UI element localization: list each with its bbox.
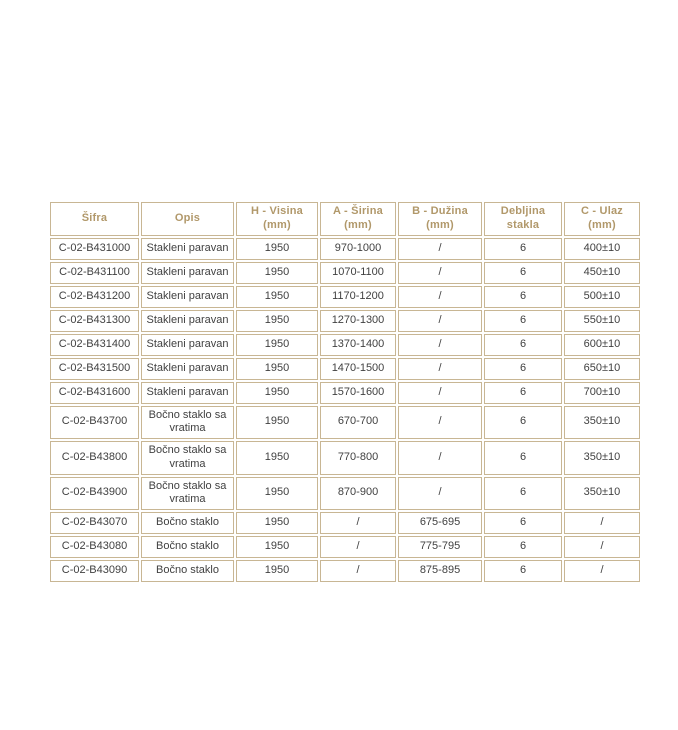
table-cell: 6 xyxy=(484,477,562,511)
table-row xyxy=(50,382,640,404)
table-row xyxy=(50,286,640,308)
table-cell: 6 xyxy=(484,238,562,260)
table-cell: 1950 xyxy=(236,262,318,284)
table-row xyxy=(50,238,640,260)
table-cell: 6 xyxy=(484,262,562,284)
table-cell: / xyxy=(398,358,482,380)
table-cell: Bočno staklo xyxy=(141,560,234,582)
table-cell: / xyxy=(398,382,482,404)
table-cell: C-02-B431600 xyxy=(50,382,139,404)
table-row xyxy=(50,334,640,356)
table-cell: 700±10 xyxy=(564,382,640,404)
table-cell: Bočno staklo xyxy=(141,536,234,558)
table-cell: C-02-B43080 xyxy=(50,536,139,558)
table-cell: C-02-B431000 xyxy=(50,238,139,260)
table-cell: 1950 xyxy=(236,512,318,534)
table-cell: Stakleni paravan xyxy=(141,238,234,260)
table-cell: / xyxy=(320,536,396,558)
table-cell: / xyxy=(398,238,482,260)
table-cell: 1170-1200 xyxy=(320,286,396,308)
table-cell: 1470-1500 xyxy=(320,358,396,380)
table-cell: 1950 xyxy=(236,286,318,308)
column-header-ulaz: C - Ulaz (mm) xyxy=(564,202,640,236)
table-cell: 1950 xyxy=(236,406,318,440)
table-row xyxy=(50,310,640,332)
table-cell: 1570-1600 xyxy=(320,382,396,404)
table-cell: 6 xyxy=(484,358,562,380)
table-cell: Bočno staklo sa vratima xyxy=(141,406,234,440)
table-cell: / xyxy=(320,560,396,582)
table-cell: 1950 xyxy=(236,334,318,356)
table-cell: 875-895 xyxy=(398,560,482,582)
table-cell: 6 xyxy=(484,560,562,582)
table-row xyxy=(50,441,640,475)
table-cell: 770-800 xyxy=(320,441,396,475)
table-cell: C-02-B43900 xyxy=(50,477,139,511)
table-cell: 775-795 xyxy=(398,536,482,558)
table-cell: 1950 xyxy=(236,536,318,558)
table-cell: 550±10 xyxy=(564,310,640,332)
table-row xyxy=(50,536,640,558)
table-row xyxy=(50,358,640,380)
table-cell: / xyxy=(320,512,396,534)
table-cell: 6 xyxy=(484,382,562,404)
table-cell: 6 xyxy=(484,334,562,356)
table-cell: / xyxy=(398,441,482,475)
column-header-sifra: Šifra xyxy=(50,202,139,236)
column-header-duzina: B - Dužina (mm) xyxy=(398,202,482,236)
table-cell: C-02-B43800 xyxy=(50,441,139,475)
table-cell: 450±10 xyxy=(564,262,640,284)
table-cell: 350±10 xyxy=(564,441,640,475)
table-cell: 1950 xyxy=(236,310,318,332)
table-cell: Stakleni paravan xyxy=(141,334,234,356)
table-cell: 500±10 xyxy=(564,286,640,308)
table-cell: Stakleni paravan xyxy=(141,286,234,308)
product-spec-table xyxy=(48,200,642,584)
table-row xyxy=(50,512,640,534)
column-header-opis: Opis xyxy=(141,202,234,236)
table-cell: C-02-B431200 xyxy=(50,286,139,308)
table-cell: 6 xyxy=(484,310,562,332)
table-cell: / xyxy=(564,560,640,582)
table-cell: 1950 xyxy=(236,238,318,260)
table-cell: Bočno staklo xyxy=(141,512,234,534)
table-row xyxy=(50,477,640,511)
table-cell: / xyxy=(398,334,482,356)
table-cell: C-02-B43700 xyxy=(50,406,139,440)
table-cell: 1950 xyxy=(236,382,318,404)
table-cell: Stakleni paravan xyxy=(141,262,234,284)
table-cell: 650±10 xyxy=(564,358,640,380)
column-header-sirina: A - Širina (mm) xyxy=(320,202,396,236)
table-cell: / xyxy=(564,536,640,558)
table-cell: / xyxy=(398,477,482,511)
table-cell: 350±10 xyxy=(564,406,640,440)
table-cell: / xyxy=(398,310,482,332)
table-cell: 600±10 xyxy=(564,334,640,356)
table-cell: / xyxy=(398,406,482,440)
table-cell: 1950 xyxy=(236,560,318,582)
column-header-visina: H - Visina (mm) xyxy=(236,202,318,236)
table-cell: Stakleni paravan xyxy=(141,382,234,404)
table-cell: / xyxy=(398,262,482,284)
table-body xyxy=(50,238,640,583)
table-cell: 675-695 xyxy=(398,512,482,534)
table-cell: 6 xyxy=(484,441,562,475)
product-spec-table-container xyxy=(48,200,628,584)
table-cell: 1950 xyxy=(236,441,318,475)
table-cell: 6 xyxy=(484,406,562,440)
table-cell: C-02-B43090 xyxy=(50,560,139,582)
table-cell: 6 xyxy=(484,286,562,308)
table-cell: C-02-B431400 xyxy=(50,334,139,356)
table-cell: 6 xyxy=(484,536,562,558)
table-cell: C-02-B43070 xyxy=(50,512,139,534)
table-cell: 6 xyxy=(484,512,562,534)
table-cell: 1270-1300 xyxy=(320,310,396,332)
table-cell: 1070-1100 xyxy=(320,262,396,284)
table-cell: 1370-1400 xyxy=(320,334,396,356)
table-cell: / xyxy=(398,286,482,308)
table-cell: / xyxy=(564,512,640,534)
table-cell: 1950 xyxy=(236,477,318,511)
table-cell: C-02-B431300 xyxy=(50,310,139,332)
table-cell: 1950 xyxy=(236,358,318,380)
table-row xyxy=(50,406,640,440)
column-header-debljina-stakla: Debljina stakla xyxy=(484,202,562,236)
table-cell: Bočno staklo sa vratima xyxy=(141,441,234,475)
table-cell: 870-900 xyxy=(320,477,396,511)
table-row xyxy=(50,262,640,284)
table-cell: 670-700 xyxy=(320,406,396,440)
table-header-row xyxy=(50,202,640,236)
table-cell: 400±10 xyxy=(564,238,640,260)
table-cell: 350±10 xyxy=(564,477,640,511)
table-cell: Bočno staklo sa vratima xyxy=(141,477,234,511)
table-cell: C-02-B431100 xyxy=(50,262,139,284)
table-cell: Stakleni paravan xyxy=(141,358,234,380)
table-cell: C-02-B431500 xyxy=(50,358,139,380)
table-cell: 970-1000 xyxy=(320,238,396,260)
table-row xyxy=(50,560,640,582)
table-cell: Stakleni paravan xyxy=(141,310,234,332)
